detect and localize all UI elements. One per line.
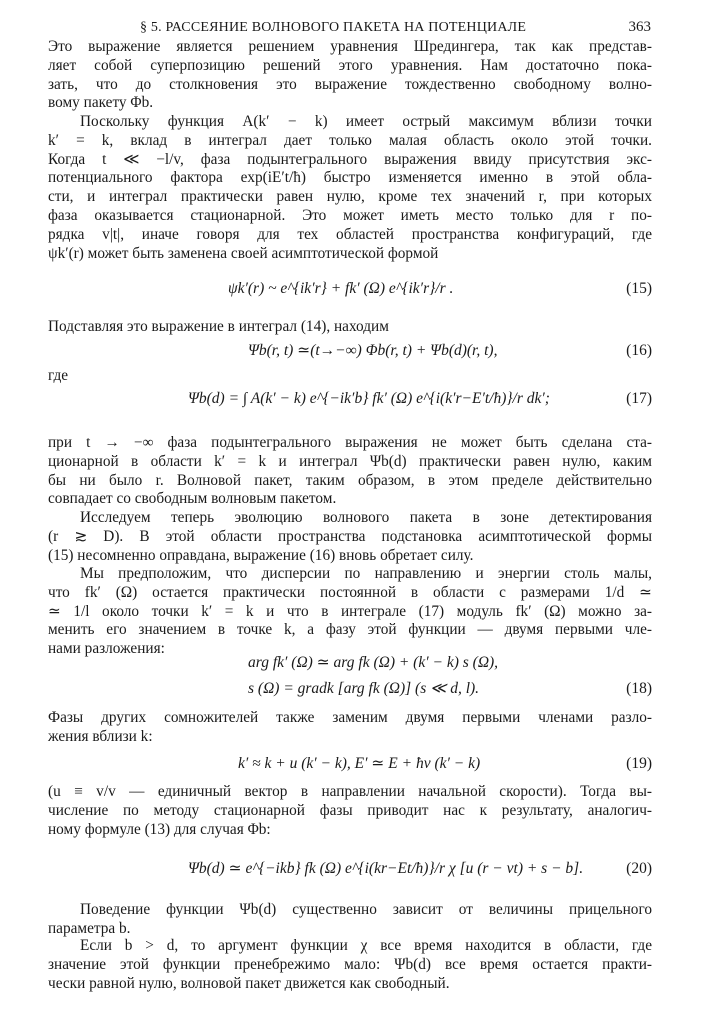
text-line: Когда t ≪ −l/v, фаза подынтегрального выражения ввиду присутствия экс- <box>48 150 652 168</box>
equation-formula: ψk′(r) ~ e^{ik′r} + fk′ (Ω) e^{ik′r}/r . <box>228 280 454 297</box>
equation-16 <box>48 340 652 362</box>
text-line: при t → −∞ фаза подынтегрального выражения не может быть сделана ста- <box>48 434 652 451</box>
text-line: чески равной нулю, волновой пакет движется как свободный. <box>48 974 450 992</box>
text-line: Исследуем теперь эволюцию волнового пакета в зоне детектирования <box>80 509 652 526</box>
text-line: жения вблизи k: <box>48 727 153 745</box>
paragraph <box>48 709 652 747</box>
text-line: числение по методу стационарной фазы приводит нас к результату, аналогич- <box>48 801 652 819</box>
text-line: вому пакету Φb. <box>48 94 154 112</box>
text-line: ному формуле (13) для случая Φb: <box>48 820 271 838</box>
text-line: Это выражение является решением уравнения Шредингера, так как представ- <box>48 38 652 55</box>
text-line: Если b > d, то аргумент функции χ все время находится в области, где <box>80 937 652 954</box>
equation-18b <box>48 678 652 700</box>
text-line: бы ни было r. Волновой пакет, таким образом, в этом пределе действительно <box>48 471 652 489</box>
text-line: Подставляя это выражение в интеграл (14), находим <box>48 318 389 335</box>
equation-number: (16) <box>626 342 652 359</box>
equation-number: (18) <box>626 680 652 697</box>
text-line: сти, и интеграл практически равен нулю, кроме тех значений r, при которых <box>48 188 652 206</box>
text-line: рядка v|t|, иначе говоря для тех областей пространства конфигураций, где <box>48 225 652 243</box>
text-line: зать, что до столкновения это выражение тождественно свободному волно- <box>48 75 652 93</box>
equation-formula: Ψb(d) = ∫ A(k′ − k) e^{−ik′b} fk′ (Ω) e^{i(k′r−E′t/ħ)}/r dk′; <box>188 390 550 407</box>
equation-19 <box>48 753 652 775</box>
text-line: ляет собой суперпозицию решений этого уравнения. Нам достаточно пока- <box>48 56 652 74</box>
paragraph <box>48 937 652 993</box>
equation-formula: Ψb(d) ≃ e^{−ikb} fk (Ω) e^{i(kr−Et/ħ)}/r χ [u (r − vt) + s − b]. <box>188 860 584 877</box>
text-line: менить его значением в точке k, а фазу этой функции — двумя первыми чле- <box>48 621 652 639</box>
text-line: k′ = k, вклад в интеграл дает только малая область около этой точки. <box>48 131 652 149</box>
equation-number: (19) <box>626 755 652 772</box>
equation-18a <box>48 652 652 674</box>
text-line: фаза оказывается стационарной. Это может иметь место только для r по- <box>48 206 652 224</box>
paragraph <box>48 901 652 939</box>
paragraph <box>48 367 652 386</box>
text-line: Поскольку функция A(k′ − k) имеет острый максимум вблизи точки <box>80 113 652 130</box>
text-line: Фазы других сомножителей также заменим двумя первыми членами разло- <box>48 709 652 726</box>
paragraph <box>48 113 652 263</box>
text-line: потенциального фактора exp(iE′t/ħ) быстро изменяется именно в этой обла- <box>48 169 652 187</box>
equation-formula: s (Ω) = gradk [arg fk (Ω)] (s ≪ d, l). <box>248 680 480 697</box>
equation-number: (15) <box>626 280 652 297</box>
page-number: 363 <box>628 19 651 35</box>
equation-20 <box>48 858 652 880</box>
text-line: (15) несомненно оправдана, выражение (16) вновь обретает силу. <box>48 546 474 564</box>
text-line: ψk′(r) может быть заменена своей асимптотической формой <box>48 244 439 262</box>
text-line: где <box>48 367 69 384</box>
paragraph <box>48 434 652 509</box>
equation-17 <box>48 388 652 410</box>
equation-formula: k′ ≈ k + u (k′ − k), E′ ≃ E + ħv (k′ − k) <box>238 755 481 772</box>
equation-number: (20) <box>626 860 652 877</box>
equation-15 <box>48 278 652 300</box>
running-header: § 5. РАССЕЯНИЕ ВОЛНОВОГО ПАКЕТА НА ПОТЕНЦИАЛЕ <box>140 20 527 35</box>
text-line: Поведение функции Ψb(d) существенно зависит от величины прицельного <box>80 901 652 918</box>
text-line: совпадает со свободным волновым пакетом. <box>48 490 337 508</box>
text-line: значение этой функции пренебрежимо мало: Ψb(d) все время остается практи- <box>48 955 652 973</box>
text-line: (u ≡ v/v — единичный вектор в направлении начальной скорости). Тогда вы- <box>48 783 652 800</box>
paragraph <box>48 565 652 659</box>
equation-formula: Ψb(r, t) ≃(t→−∞) Φb(r, t) + Ψb(d)(r, t), <box>248 342 498 359</box>
equation-formula: arg fk′ (Ω) ≃ arg fk (Ω) + (k′ − k) s (Ω), <box>248 654 499 671</box>
text-line: Мы предположим, что дисперсии по направлению и энергии столь малы, <box>80 565 652 582</box>
text-line: ционарной в области k′ = k и интеграл Ψb(d) практически равен нулю, каким <box>48 452 652 470</box>
text-line: параметра b. <box>48 919 131 937</box>
text-line: что fk′ (Ω) остается практически постоянной в области с размерами 1/d ≃ <box>48 583 652 601</box>
equation-number: (17) <box>626 390 652 407</box>
paragraph <box>48 318 652 337</box>
paragraph <box>48 509 652 565</box>
paragraph <box>48 783 652 839</box>
text-line: (r ≳ D). В этой области пространства подстановка асимптотической формы <box>48 527 652 545</box>
paragraph <box>48 38 652 113</box>
text-line: нами разложения: <box>48 640 165 658</box>
text-line: ≃ 1/l около точки k′ = k и что в интеграле (17) модуль fk′ (Ω) можно за- <box>48 602 652 620</box>
